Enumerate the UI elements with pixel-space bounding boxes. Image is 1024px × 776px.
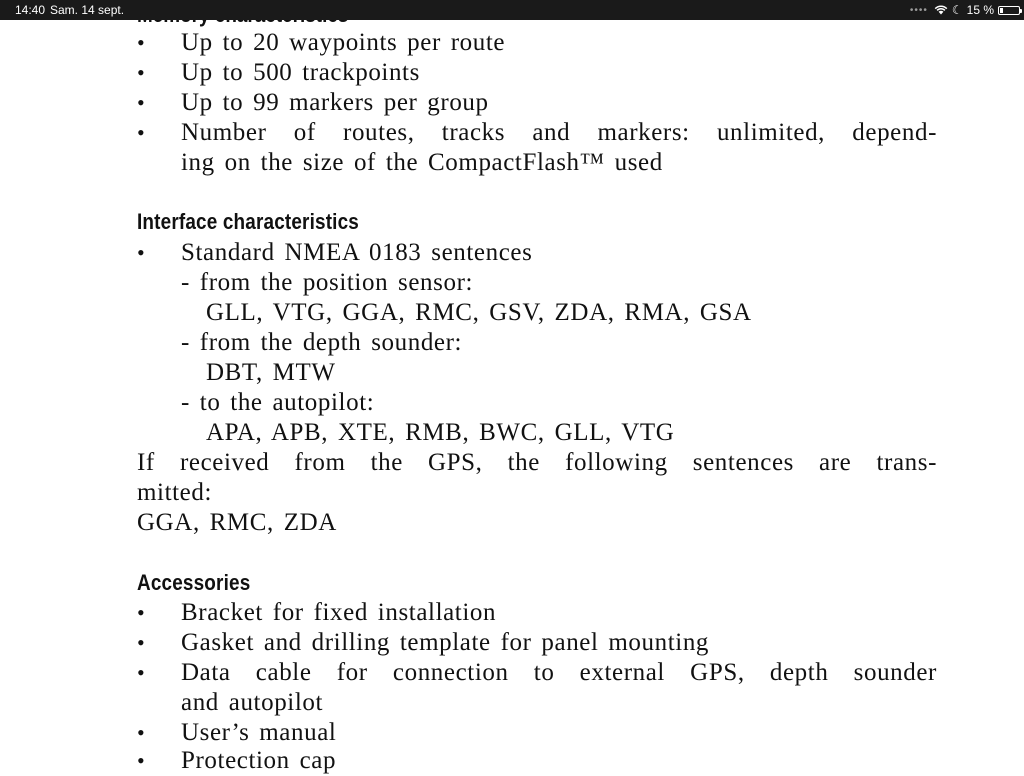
battery-icon	[998, 6, 1020, 15]
memory-item-routes-line2: ing on the size of the CompactFlash™ used	[181, 149, 663, 176]
status-right-group	[910, 3, 1020, 17]
gps-paragraph-line1: If received from the GPS, the following sentences are trans-	[137, 449, 937, 476]
signal-dots-icon: ••••	[909, 4, 928, 16]
bullet-symbol: •	[137, 30, 145, 55]
depth-sounder-sentences: DBT, MTW	[206, 359, 336, 386]
bullet-symbol: •	[137, 90, 145, 115]
status-date: Sam. 14 sept.	[50, 3, 125, 17]
accessory-cable-line2: and autopilot	[181, 689, 324, 716]
accessory-item-cap: Protection cap	[181, 747, 337, 774]
gps-paragraph-line2: mitted:	[137, 479, 213, 506]
battery-fill	[1000, 8, 1003, 13]
status-time: 14:40	[15, 3, 46, 17]
gps-transmitted-sentences: GGA, RMC, ZDA	[137, 509, 337, 536]
depth-sounder-label: - from the depth sounder:	[181, 329, 463, 356]
accessory-item: Gasket and drilling template for panel mounting	[181, 629, 710, 656]
position-sensor-sentences: GLL, VTG, GGA, RMC, GSV, ZDA, RMA, GSA	[206, 299, 752, 326]
status-bar	[0, 0, 1024, 20]
wifi-icon	[934, 4, 948, 17]
interface-heading: Interface characteristics	[137, 209, 360, 234]
autopilot-label: - to the autopilot:	[181, 389, 375, 416]
bullet-symbol: •	[137, 120, 145, 145]
moon-icon: ☾	[951, 3, 963, 17]
bullet-symbol: •	[137, 660, 145, 685]
bullet-symbol: •	[137, 748, 145, 773]
accessory-item: Bracket for fixed installation	[181, 599, 497, 626]
bullet-symbol: •	[137, 60, 145, 85]
memory-item: Up to 99 markers per group	[181, 89, 489, 116]
accessories-heading: Accessories	[137, 570, 251, 595]
interface-nmea-item: Standard NMEA 0183 sentences	[181, 239, 533, 266]
accessory-item-manual: User’s manual	[181, 719, 337, 746]
battery-percent: 15 %	[966, 3, 994, 17]
bullet-symbol: •	[137, 720, 145, 745]
bullet-symbol: •	[137, 630, 145, 655]
bullet-symbol: •	[137, 240, 145, 265]
autopilot-sentences: APA, APB, XTE, RMB, BWC, GLL, VTG	[206, 419, 675, 446]
position-sensor-label: - from the position sensor:	[181, 269, 474, 296]
memory-item: Up to 20 waypoints per route	[181, 29, 506, 56]
memory-item: Up to 500 trackpoints	[181, 59, 420, 86]
bullet-symbol: •	[137, 600, 145, 625]
accessory-cable-line1: Data cable for connection to external GPS, depth sounder	[181, 659, 937, 686]
memory-item-routes-line1: Number of routes, tracks and markers: unlimited, depend-	[181, 119, 937, 146]
